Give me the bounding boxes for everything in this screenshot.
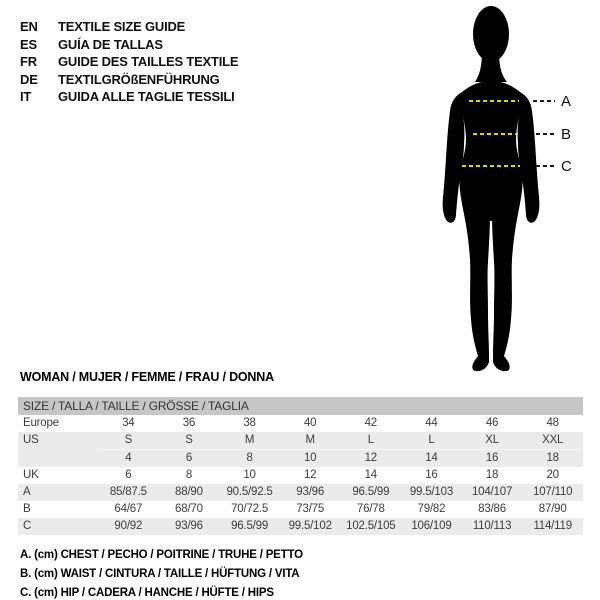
marker-label-c: C [561,158,572,175]
legend-line-chest: A. (cm) CHEST / PECHO / POITRINE / TRUHE / PETTO [20,549,303,561]
size-cell: 6 [125,469,132,481]
language-title: GUÍA DE TALLAS [58,36,163,52]
size-cell: 10 [243,469,256,481]
size-cell: 104/107 [471,486,513,498]
row-label: UK [23,469,39,481]
hip-measure-line [462,165,520,167]
size-cell: 16 [485,452,499,464]
size-cell: 40 [303,417,317,429]
table-row [18,467,583,484]
size-cell: 46 [485,417,499,429]
legend-line-waist: B. (cm) WAIST / CINTURA / TAILLE / HÜFTUNG / VITA [20,568,300,580]
size-cell: 18 [485,469,499,481]
size-cell: 64/67 [114,503,143,515]
size-cell: 12 [364,452,378,464]
chest-measure-line [469,100,519,102]
silhouette-right-arm [518,92,540,223]
size-cell: 87/90 [538,503,567,515]
size-cell: S [124,434,133,446]
size-table [18,397,583,535]
size-cell: 14 [425,452,438,464]
size-cell: 102.5/105 [346,520,396,532]
language-row [20,18,238,36]
size-cell: M [244,434,255,446]
size-cell: 88/90 [175,486,203,498]
size-cell: 18 [546,452,559,464]
language-row [20,53,238,71]
size-cell: 99.5/103 [409,486,454,498]
chest-pointer-line [533,100,555,102]
table-row [18,501,583,518]
language-code: FR [20,54,37,69]
size-cell: 93/96 [296,486,325,498]
language-title: TEXTILE SIZE GUIDE [58,19,186,34]
size-cell: L [367,434,374,446]
size-cell: 73/75 [296,503,325,515]
size-cell: 106/109 [411,520,452,532]
row-label: C [23,520,32,532]
size-cell: 96.5/99 [352,486,390,498]
size-cell: 36 [182,417,196,429]
size-cell: 48 [546,417,559,429]
size-cell: 42 [364,417,378,429]
measurement-legend [20,546,303,600]
silhouette-left-arm [443,92,465,223]
language-code: IT [20,89,32,104]
table-row [18,415,583,432]
size-cell: 10 [303,452,317,464]
size-cell: 12 [303,469,317,481]
marker-label-a: A [561,93,572,110]
language-row [20,36,238,54]
language-row [20,71,238,89]
marker-label-b: B [561,126,572,143]
size-cell: 90.5/92.5 [226,486,273,498]
language-list [20,18,238,106]
size-cell: 83/86 [478,503,506,515]
row-label: A [23,486,31,498]
language-code: ES [20,36,37,52]
legend-line-hip: C. (cm) HIP / CADERA / HANCHE / HÜFTE / HIPS [20,587,274,599]
waist-measure-line [473,133,518,135]
woman-silhouette [425,4,565,372]
size-cell: 14 [364,469,378,481]
size-cell: 34 [122,417,135,429]
language-code: DE [20,71,38,87]
size-cell: 85/87.5 [109,486,147,498]
size-cell: 20 [546,469,559,481]
size-cell: M [305,434,315,446]
size-cell: XXL [542,434,564,446]
row-label: B [23,503,31,515]
hip-pointer-line [536,165,556,167]
language-code: EN [20,19,38,34]
waist-pointer-line [536,133,556,135]
size-cell: 79/82 [417,503,446,515]
size-cell: 107/110 [533,486,573,498]
size-cell: 90/92 [114,520,143,532]
silhouette-left-foot [472,356,489,371]
size-cell: XL [485,434,499,446]
size-table-header: SIZE / TALLA / TAILLE / GRÖSSE / TAGLIA [18,397,583,415]
silhouette-left-leg [459,168,491,356]
table-row [18,432,583,467]
size-table-body [18,415,583,535]
size-cell: 8 [185,469,193,481]
language-row [20,88,238,106]
size-cell: 76/78 [356,503,385,515]
silhouette-right-foot [493,356,510,371]
size-cell: 68/70 [175,503,203,515]
size-cell: 114/119 [533,520,572,532]
size-cell: 8 [246,452,253,464]
row-label: Europe [23,417,59,429]
size-cell: 4 [125,452,132,464]
size-cell: L [428,434,435,446]
size-cell: 6 [185,452,193,464]
silhouette-right-leg [491,168,523,356]
size-cell: 99.5/102 [288,520,332,532]
size-cell: 38 [243,417,256,429]
size-cell: 93/96 [175,520,203,532]
table-row [18,484,583,501]
size-cell: 70/72.5 [231,503,269,515]
size-cell: 110/113 [472,520,512,532]
row-label: US [23,434,39,446]
language-title: GUIDE DES TAILLES TEXTILE [58,54,239,69]
table-row [18,518,583,535]
language-title: GUIDA ALLE TAGLIE TESSILI [58,89,235,104]
language-title: TEXTILGRÖßENFÜHRUNG [58,71,220,87]
size-cell: 44 [425,417,438,429]
size-cell: 16 [425,469,438,481]
size-cell: 96.5/99 [231,520,269,532]
size-cell: S [185,434,193,446]
section-title: WOMAN / MUJER / FEMME / FRAU / DONNA [20,370,274,384]
